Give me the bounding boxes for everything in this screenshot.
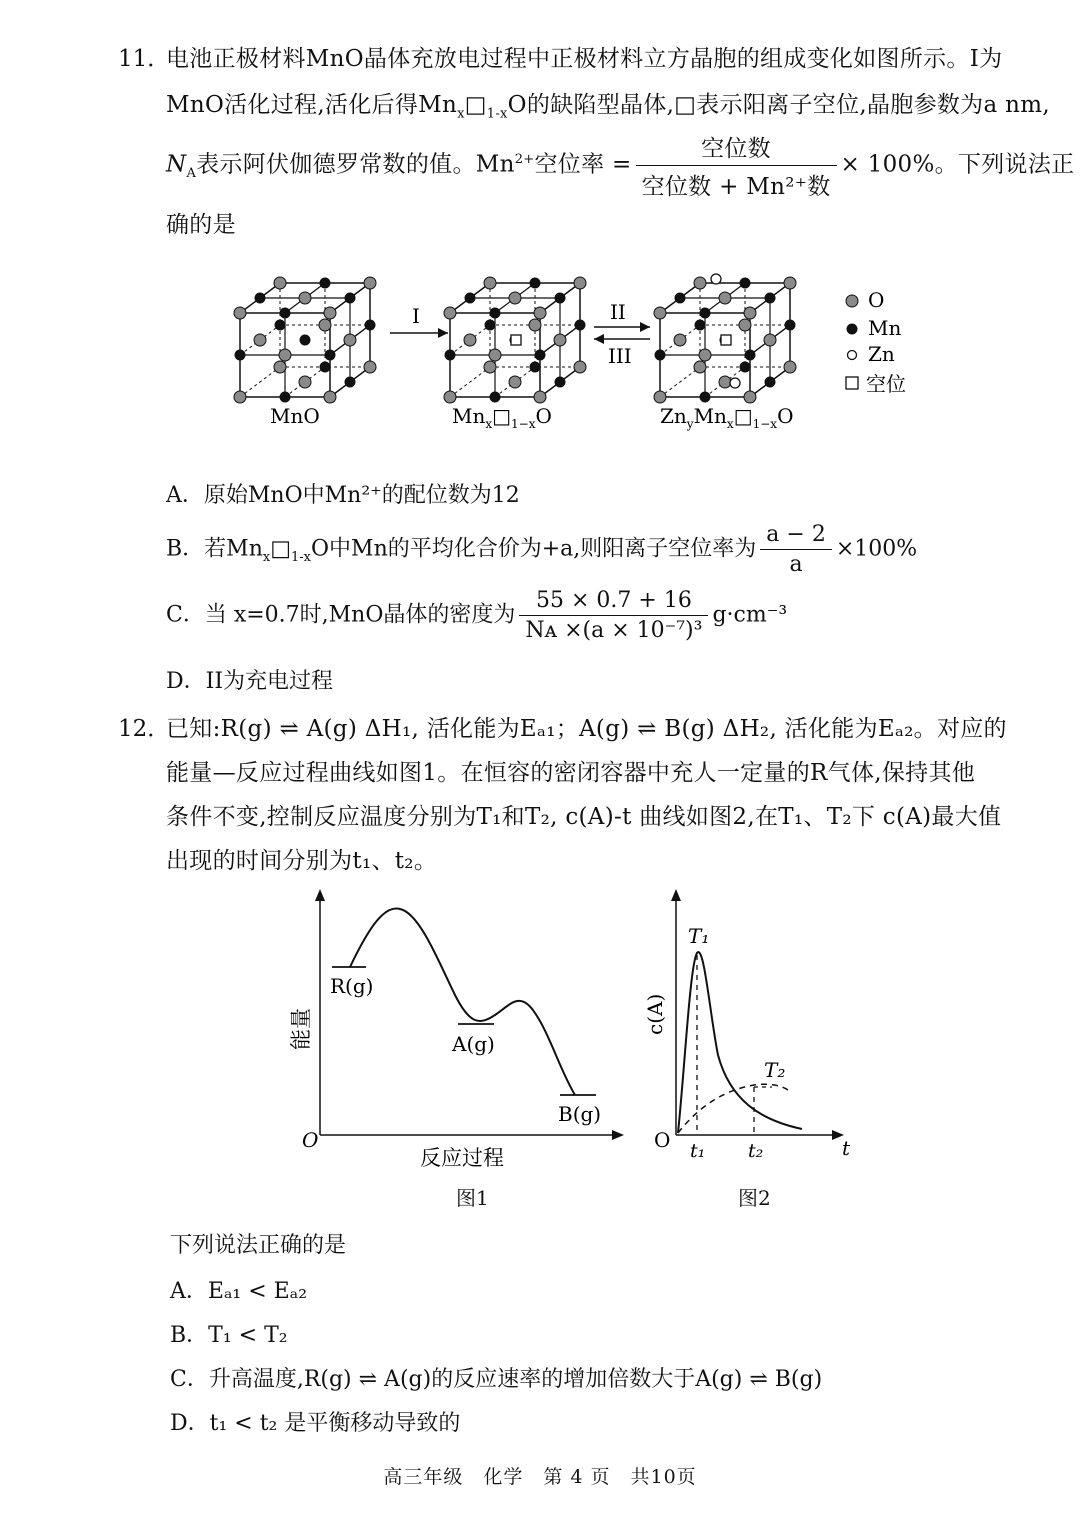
legend <box>846 288 906 396</box>
origin-1: O <box>302 1128 319 1152</box>
crystal-figure <box>220 255 940 435</box>
cell-label-mnx: $Mn_x□_{1-x}O$ <box>452 404 552 431</box>
q12-option-c: C．升高温度,R(g) ⇌ A(g)的反应速率的增加倍数大于A(g) ⇌ B(g) <box>170 1367 823 1392</box>
legend-vacancy-icon <box>846 377 858 389</box>
q12-prompt: 下列说法正确的是 <box>170 1233 347 1258</box>
vacancy-marker-1 <box>511 335 521 345</box>
concentration-chart <box>640 885 870 1175</box>
label-r: R(g) <box>330 974 374 998</box>
label-b: B(g) <box>558 1102 602 1126</box>
ylabel-2: c(A) <box>643 993 667 1035</box>
arrow-I-label: I <box>412 304 420 328</box>
legend-mn: Mn <box>868 316 902 340</box>
energy-diagram <box>280 885 640 1175</box>
q11-line3: $N_A$表示阿伏伽德罗常数的值。$Mn^{2+}$空位率 = $\frac{\text{空位数}}{\text{空位数 + Mn²⁺数}}$ × 100%。下列说法正 <box>166 130 1074 201</box>
xlabel-1: 反应过程 <box>420 1146 504 1170</box>
legend-o: O <box>868 288 885 312</box>
page-footer: 高三年级 化学 第 4 页 共10页 <box>383 1466 697 1488</box>
q11-option-d: D．II为充电过程 <box>166 669 334 694</box>
fig2-caption: 图2 <box>738 1186 771 1210</box>
fig1-caption: 图1 <box>456 1186 489 1210</box>
legend-vacancy: 空位 <box>866 372 906 396</box>
tick-t1: t₁ <box>690 1140 706 1162</box>
label-a: A(g) <box>452 1032 495 1056</box>
energy-curve <box>350 908 575 1095</box>
q12-line3: 条件不变,控制反应温度分别为T₁和T₂, c(A)-t 曲线如图2,在T₁、T₂下 c(A)最大值 <box>166 804 1002 830</box>
q11-option-b: B．若$Mn_x□_{1-x}O$中Mn的平均化合价为+a,则阳离子空位率为 $\frac{a - 2}{a}$ ×100% <box>166 522 918 577</box>
q11-option-c: C．当 x=0.7时,MnO晶体的密度为 $\frac{55 \times 0.7 + 16}{\text{Nᴀ ×(a × 10⁻⁷)³}}$ g·cm⁻³ <box>166 588 788 643</box>
q12-line4: 出现的时间分别为t₁、t₂。 <box>166 848 438 874</box>
origin-2: O <box>654 1128 671 1152</box>
q11-line2: MnO活化过程,活化后得$Mn_x□_{1-x}O$的缺陷型晶体,□表示阳离子空位,晶胞参数为a nm, <box>166 92 1050 122</box>
arrow-II-label: II <box>610 300 626 324</box>
tick-t2: t₂ <box>748 1140 764 1162</box>
q11-number: 11． <box>118 46 171 72</box>
arrow-III-label: III <box>608 344 632 368</box>
xlabel-2: t <box>842 1136 851 1160</box>
zn-atom-2 <box>730 378 740 388</box>
t2-curve <box>678 1084 788 1133</box>
zn-atom-1 <box>711 274 721 284</box>
vacancy-marker-2 <box>721 335 731 345</box>
q11-option-a: A．原始MnO中Mn²⁺的配位数为12 <box>166 483 520 508</box>
q12-option-d: D．t₁ < t₂ 是平衡移动导致的 <box>170 1411 461 1436</box>
legend-zn: Zn <box>868 342 895 366</box>
q12-option-a: A．Eₐ₁ < Eₐ₂ <box>170 1279 308 1304</box>
cell-label-zny: $Zn_yMn_x□_{1-x}O$ <box>660 404 794 431</box>
label-t2-curve: T₂ <box>764 1058 786 1082</box>
legend-zn-icon <box>848 351 857 360</box>
mno-cell <box>234 277 376 403</box>
cell-label-mno: MnO <box>270 404 320 428</box>
q11-line4: 确的是 <box>166 212 236 238</box>
ylabel-1: 能量 <box>289 1008 313 1050</box>
vacancy-rate-fraction: $\frac{\text{空位数}}{\text{空位数 + Mn²⁺数}}$ <box>636 130 837 201</box>
q12-option-b: B．T₁ < T₂ <box>170 1323 288 1348</box>
legend-o-icon <box>846 295 858 307</box>
q11-line1: 电池正极材料MnO晶体充放电过程中正极材料立方晶胞的组成变化如图所示。I为 <box>166 46 1003 72</box>
q12-line2: 能量—反应过程曲线如图1。在恒容的密闭容器中充人一定量的R气体,保持其他 <box>166 760 976 786</box>
label-t1-curve: T₁ <box>688 924 710 948</box>
legend-mn-icon <box>847 324 858 335</box>
q12-line1: 已知:R(g) ⇌ A(g) ΔH₁, 活化能为Eₐ₁；A(g) ⇌ B(g) ΔH₂, 活化能为Eₐ₂。对应的 <box>166 716 1007 742</box>
q12-number: 12． <box>118 716 171 742</box>
